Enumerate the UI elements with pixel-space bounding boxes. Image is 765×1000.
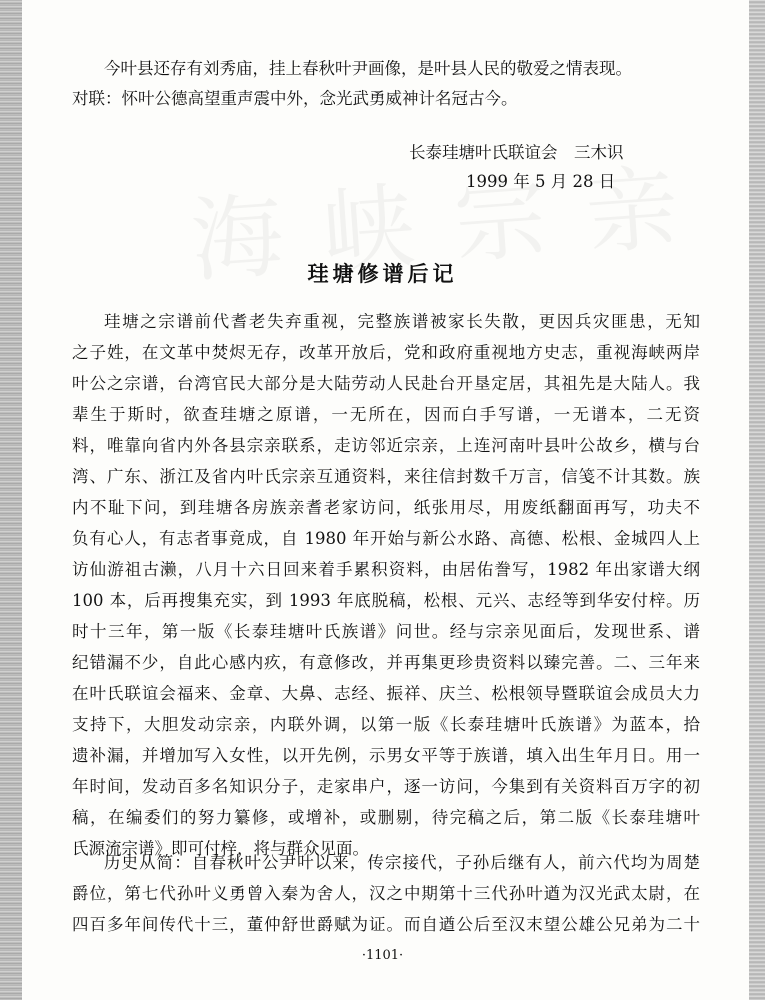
paragraph-line: 珪塘之宗谱前代耆老失弃重视，完整族谱被家长失散，更因兵灾匪患，无知	[104, 312, 700, 331]
paragraph-line: 料，唯靠向省内外各县宗亲联系，走访邻近宗亲，上连河南叶县叶公故乡，横与台	[72, 436, 700, 455]
paragraph-line: 四百多年间传代十三，董仲舒世爵赋为证。而自遒公后至汉末望公雄公兄弟为二十	[72, 915, 700, 934]
paragraph-line: 在叶氏联谊会福来、金章、大鼻、志经、振祥、庆兰、松根领导暨联谊会成员大力	[72, 684, 700, 703]
signature-org: 长泰珪塘叶氏联谊会 三木识	[409, 143, 624, 162]
paragraph-line: 辈生于斯时，欲查珪塘之原谱，一无所在，因而白手写谱，一无谱本，二无资	[72, 405, 700, 424]
paragraph-line: 100 本，后再搜集充实，到 1993 年底脱稿，松根、元兴、志经等到华安付梓。历	[72, 591, 700, 610]
paragraph-line: 纪错漏不少，自此心感内疚，有意修改，并再集更珍贵资料以臻完善。二、三年来	[72, 653, 700, 672]
paragraph-line: 稿，在编委们的努力纂修，或增补，或删剔，待完稿之后，第二版《长泰珪塘叶	[72, 808, 700, 827]
paragraph-line: 支持下，大胆发动宗亲，内联外调，以第一版《长泰珪塘叶氏族谱》为蓝本，拾	[72, 715, 700, 734]
page-number: ·1101·	[361, 948, 404, 963]
paragraph-line: 时十三年，第一版《长泰珪塘叶氏族谱》问世。经与宗亲见面后，发现世系、谱	[72, 622, 700, 641]
intro-line-2: 对联：怀叶公德高望重声震中外，念光武勇威神计名冠古今。	[72, 89, 518, 108]
paragraph-line: 爵位，第七代孙叶义勇曾入秦为舍人，汉之中期第十三代孙叶遒为汉光武太尉，在	[72, 884, 700, 903]
paragraph-line: 历史从简：自春秋叶公尹叶以来，传宗接代，子孙后继有人，前六代均为周楚	[104, 853, 700, 872]
paragraph-line: 之子姓，在文革中焚烬无存，改革开放后，党和政府重视地方史志，重视海峡两岸	[72, 343, 700, 362]
scan-edge-left	[0, 0, 22, 1000]
section-heading: 珪塘修谱后记	[307, 262, 458, 286]
signature-date: 1999 年 5 月 28 日	[466, 172, 616, 191]
intro-line-1: 今叶县还存有刘秀庙，挂上春秋叶尹画像，是叶县人民的敬爱之情表现。	[104, 59, 632, 78]
paragraph-line: 内不耻下问，到珪塘各房族亲耆老家访问，纸张用尽，用废纸翻面再写，功夫不	[72, 498, 700, 517]
paragraph-line: 叶公之宗谱，台湾官民大部分是大陆劳动人民赴台开垦定居，其祖先是大陆人。我	[72, 374, 700, 393]
scan-edge-right	[749, 0, 765, 1000]
paragraph-line: 负有心人，有志者事竟成，自 1980 年开始与新公水路、高德、松根、金城四人上	[72, 529, 700, 548]
paragraph-line: 氏源流宗谱》即可付梓，将与群众见面。	[72, 839, 369, 858]
paragraph-line: 年时间，发动百多名知识分子，走家串户，逐一访问，今集到有关资料百万字的初	[72, 777, 700, 796]
paragraph-line: 湾、广东、浙江及省内叶氏宗亲互通资料，来往信封数千万言，信笺不计其数。族	[72, 467, 700, 486]
paragraph-line: 访仙游祖古濑，八月十六日回来着手累积资料，由居佑誊写，1982 年出家谱大纲	[72, 560, 700, 579]
paragraph-line: 遗补漏，并增加写入女性，以开先例，示男女平等于族谱，填入出生年月日。用一	[72, 746, 700, 765]
